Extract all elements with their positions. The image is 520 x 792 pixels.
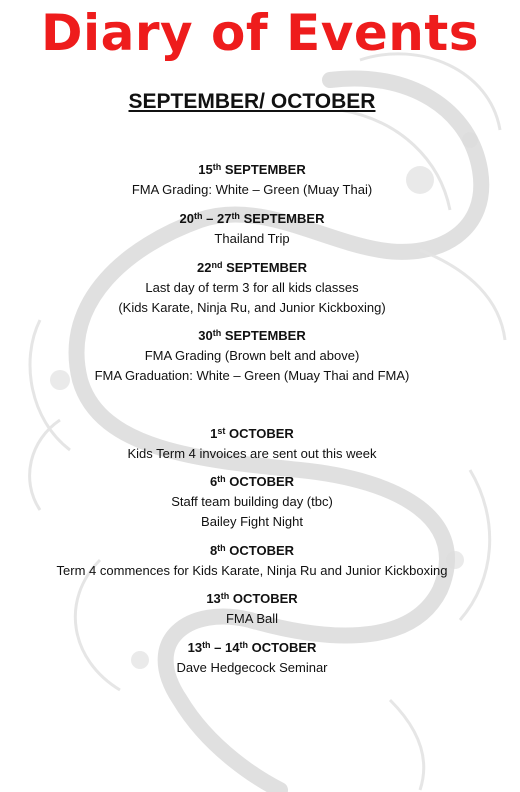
event-date-month: SEPTEMBER (224, 162, 306, 177)
event-date (0, 160, 504, 180)
event-date (0, 589, 504, 609)
event-item (0, 589, 504, 629)
event-item (0, 326, 504, 386)
event-date (0, 472, 504, 492)
event-date (0, 258, 504, 278)
event-date-month: OCTOBER (232, 591, 298, 606)
event-date-month: SEPTEMBER (224, 328, 306, 343)
event-date-day: 1 (210, 426, 218, 441)
event-item (0, 541, 504, 581)
event-description: Dave Hedgecock Seminar (176, 660, 328, 675)
event-description: (Kids Karate, Ninja Ru, and Junior Kickboxing) (118, 300, 386, 315)
event-date-sep: – (202, 211, 217, 226)
event-item (0, 258, 504, 318)
event-description: Bailey Fight Night (201, 514, 303, 529)
page-title: Diary of Events (41, 4, 479, 62)
event-date-month: SEPTEMBER (226, 260, 307, 275)
event-description: FMA Ball (225, 611, 278, 626)
event-date-suffix: st (217, 426, 226, 436)
event-date-day: 13 (187, 640, 203, 655)
event-date-suffix: th (202, 640, 211, 650)
event-description: FMA Grading: White – Green (Muay Thai) (131, 182, 373, 197)
event-date-day2: 27 (216, 211, 232, 226)
event-date (0, 326, 504, 346)
event-item (0, 424, 504, 464)
event-date-month: OCTOBER (229, 426, 294, 441)
event-description: FMA Graduation: White – Green (Muay Thai and FMA) (94, 368, 410, 383)
event-description: Thailand Trip (214, 231, 290, 246)
event-item (0, 638, 504, 678)
event-date-day: 30 (198, 328, 213, 343)
event-date-suffix: th (217, 543, 226, 553)
event-date (0, 541, 504, 561)
event-description: Last day of term 3 for all kids classes (145, 280, 359, 295)
event-date-month: OCTOBER (229, 474, 295, 489)
event-description: FMA Grading (Brown belt and above) (144, 348, 360, 363)
event-date-month: OCTOBER (229, 543, 295, 558)
event-description: Kids Term 4 invoices are sent out this week (127, 446, 377, 461)
event-item (0, 160, 504, 200)
event-date-month: SEPTEMBER (243, 211, 325, 226)
event-date (0, 638, 504, 658)
page-subtitle: SEPTEMBER/ OCTOBER (128, 90, 376, 113)
event-date-day: 15 (198, 162, 213, 177)
event-date-day: 22 (197, 260, 212, 275)
event-item (0, 209, 504, 249)
event-date-suffix: th (194, 211, 203, 221)
event-item (0, 472, 504, 532)
event-date (0, 209, 504, 229)
event-date-day: 8 (209, 543, 218, 558)
event-date-suffix: th (212, 162, 222, 172)
event-date (0, 424, 504, 444)
event-date-day: 20 (179, 211, 194, 226)
event-date-day2: 14 (225, 640, 240, 655)
event-date-day: 13 (206, 591, 221, 606)
event-date-suffix: th (212, 328, 222, 338)
event-date-sep: – (210, 640, 226, 655)
event-date-suffix2: th (231, 211, 240, 221)
event-description: Staff team building day (tbc) (171, 494, 333, 509)
event-date-suffix: nd (211, 260, 223, 270)
event-date-month: OCTOBER (251, 640, 317, 655)
event-date-day: 6 (209, 474, 218, 489)
event-date-suffix: th (217, 474, 226, 484)
event-date-suffix: th (220, 591, 230, 601)
event-date-suffix2: th (239, 640, 248, 650)
event-description: Term 4 commences for Kids Karate, Ninja Ru and Junior Kickboxing (56, 563, 448, 578)
